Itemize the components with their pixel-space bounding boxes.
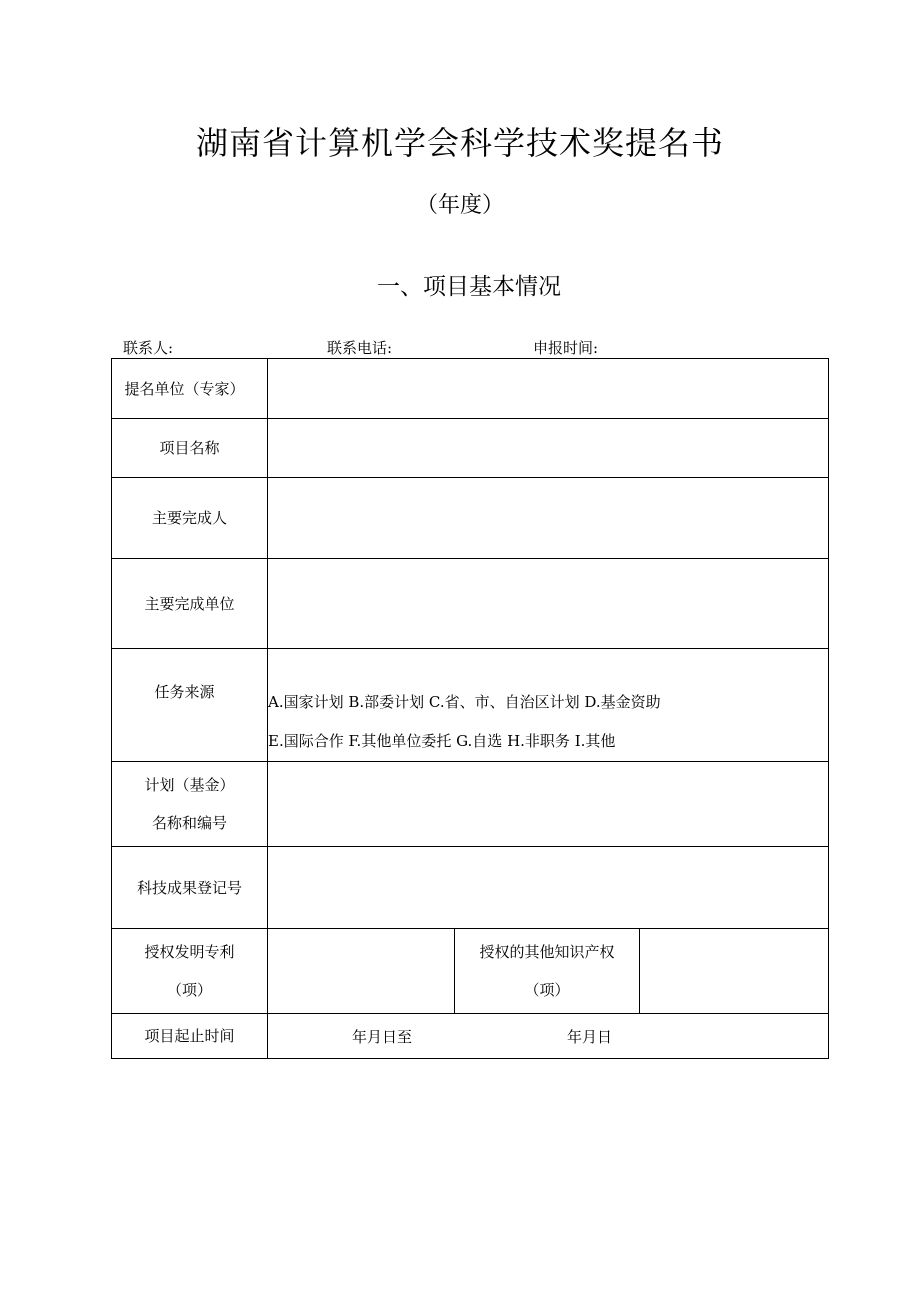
period-start: 年月日至 bbox=[352, 1027, 413, 1046]
row-nominator bbox=[112, 359, 829, 419]
row-task-source bbox=[112, 649, 829, 762]
main-persons-label: 主要完成人 bbox=[112, 478, 268, 559]
row-main-units bbox=[112, 559, 829, 649]
project-name-field[interactable] bbox=[268, 419, 829, 478]
nominator-field[interactable] bbox=[268, 359, 829, 419]
row-main-persons bbox=[112, 478, 829, 559]
patents-label-line2: （项） bbox=[166, 981, 212, 999]
patents-label bbox=[112, 929, 268, 1014]
period-label: 项目起止时间 bbox=[112, 1014, 268, 1059]
plan-field[interactable] bbox=[268, 762, 829, 847]
other-ip-label-line1: 授权的其他知识产权 bbox=[479, 943, 615, 961]
task-source-options[interactable] bbox=[268, 649, 829, 762]
contact-person-label: 联系人: bbox=[123, 339, 174, 357]
contact-phone-label: 联系电话: bbox=[327, 339, 393, 357]
achievement-reg-label: 科技成果登记号 bbox=[112, 847, 268, 929]
task-options-line1: A.国家计划 B.部委计划 C.省、市、自治区计划 D.基金资助 bbox=[268, 693, 661, 711]
section-title: 一、项目基本情况 bbox=[377, 274, 561, 300]
year-label: （年度） bbox=[415, 193, 504, 218]
plan-label-line1: 计划（基金） bbox=[144, 776, 235, 794]
plan-label bbox=[112, 762, 268, 847]
submission-date-label: 申报时间: bbox=[533, 339, 599, 357]
achievement-reg-field[interactable] bbox=[268, 847, 829, 929]
task-options-line2: E.国际合作 F.其他单位委托 G.自选 H.非职务 I.其他 bbox=[268, 732, 616, 750]
row-period bbox=[112, 1014, 829, 1059]
other-ip-label bbox=[455, 929, 640, 1014]
patents-field[interactable] bbox=[268, 929, 455, 1014]
period-end: 年月日 bbox=[567, 1027, 613, 1046]
patents-label-line1: 授权发明专利 bbox=[144, 943, 235, 961]
other-ip-label-line2: （项） bbox=[524, 981, 570, 999]
row-project-name bbox=[112, 419, 829, 478]
row-plan bbox=[112, 762, 829, 847]
task-source-label: 任务来源 bbox=[112, 649, 268, 762]
nominator-label: 提名单位（专家） bbox=[112, 359, 268, 419]
plan-label-line2: 名称和编号 bbox=[151, 814, 227, 832]
main-units-label: 主要完成单位 bbox=[112, 559, 268, 649]
main-persons-field[interactable] bbox=[268, 478, 829, 559]
project-info-table bbox=[111, 358, 829, 1059]
document-title: 湖南省计算机学会科学技术奖提名书 bbox=[195, 124, 724, 162]
other-ip-field[interactable] bbox=[640, 929, 829, 1014]
row-achievement-reg bbox=[112, 847, 829, 929]
period-field[interactable] bbox=[268, 1014, 829, 1059]
row-ip bbox=[112, 929, 829, 1014]
main-units-field[interactable] bbox=[268, 559, 829, 649]
project-name-label: 项目名称 bbox=[112, 419, 268, 478]
